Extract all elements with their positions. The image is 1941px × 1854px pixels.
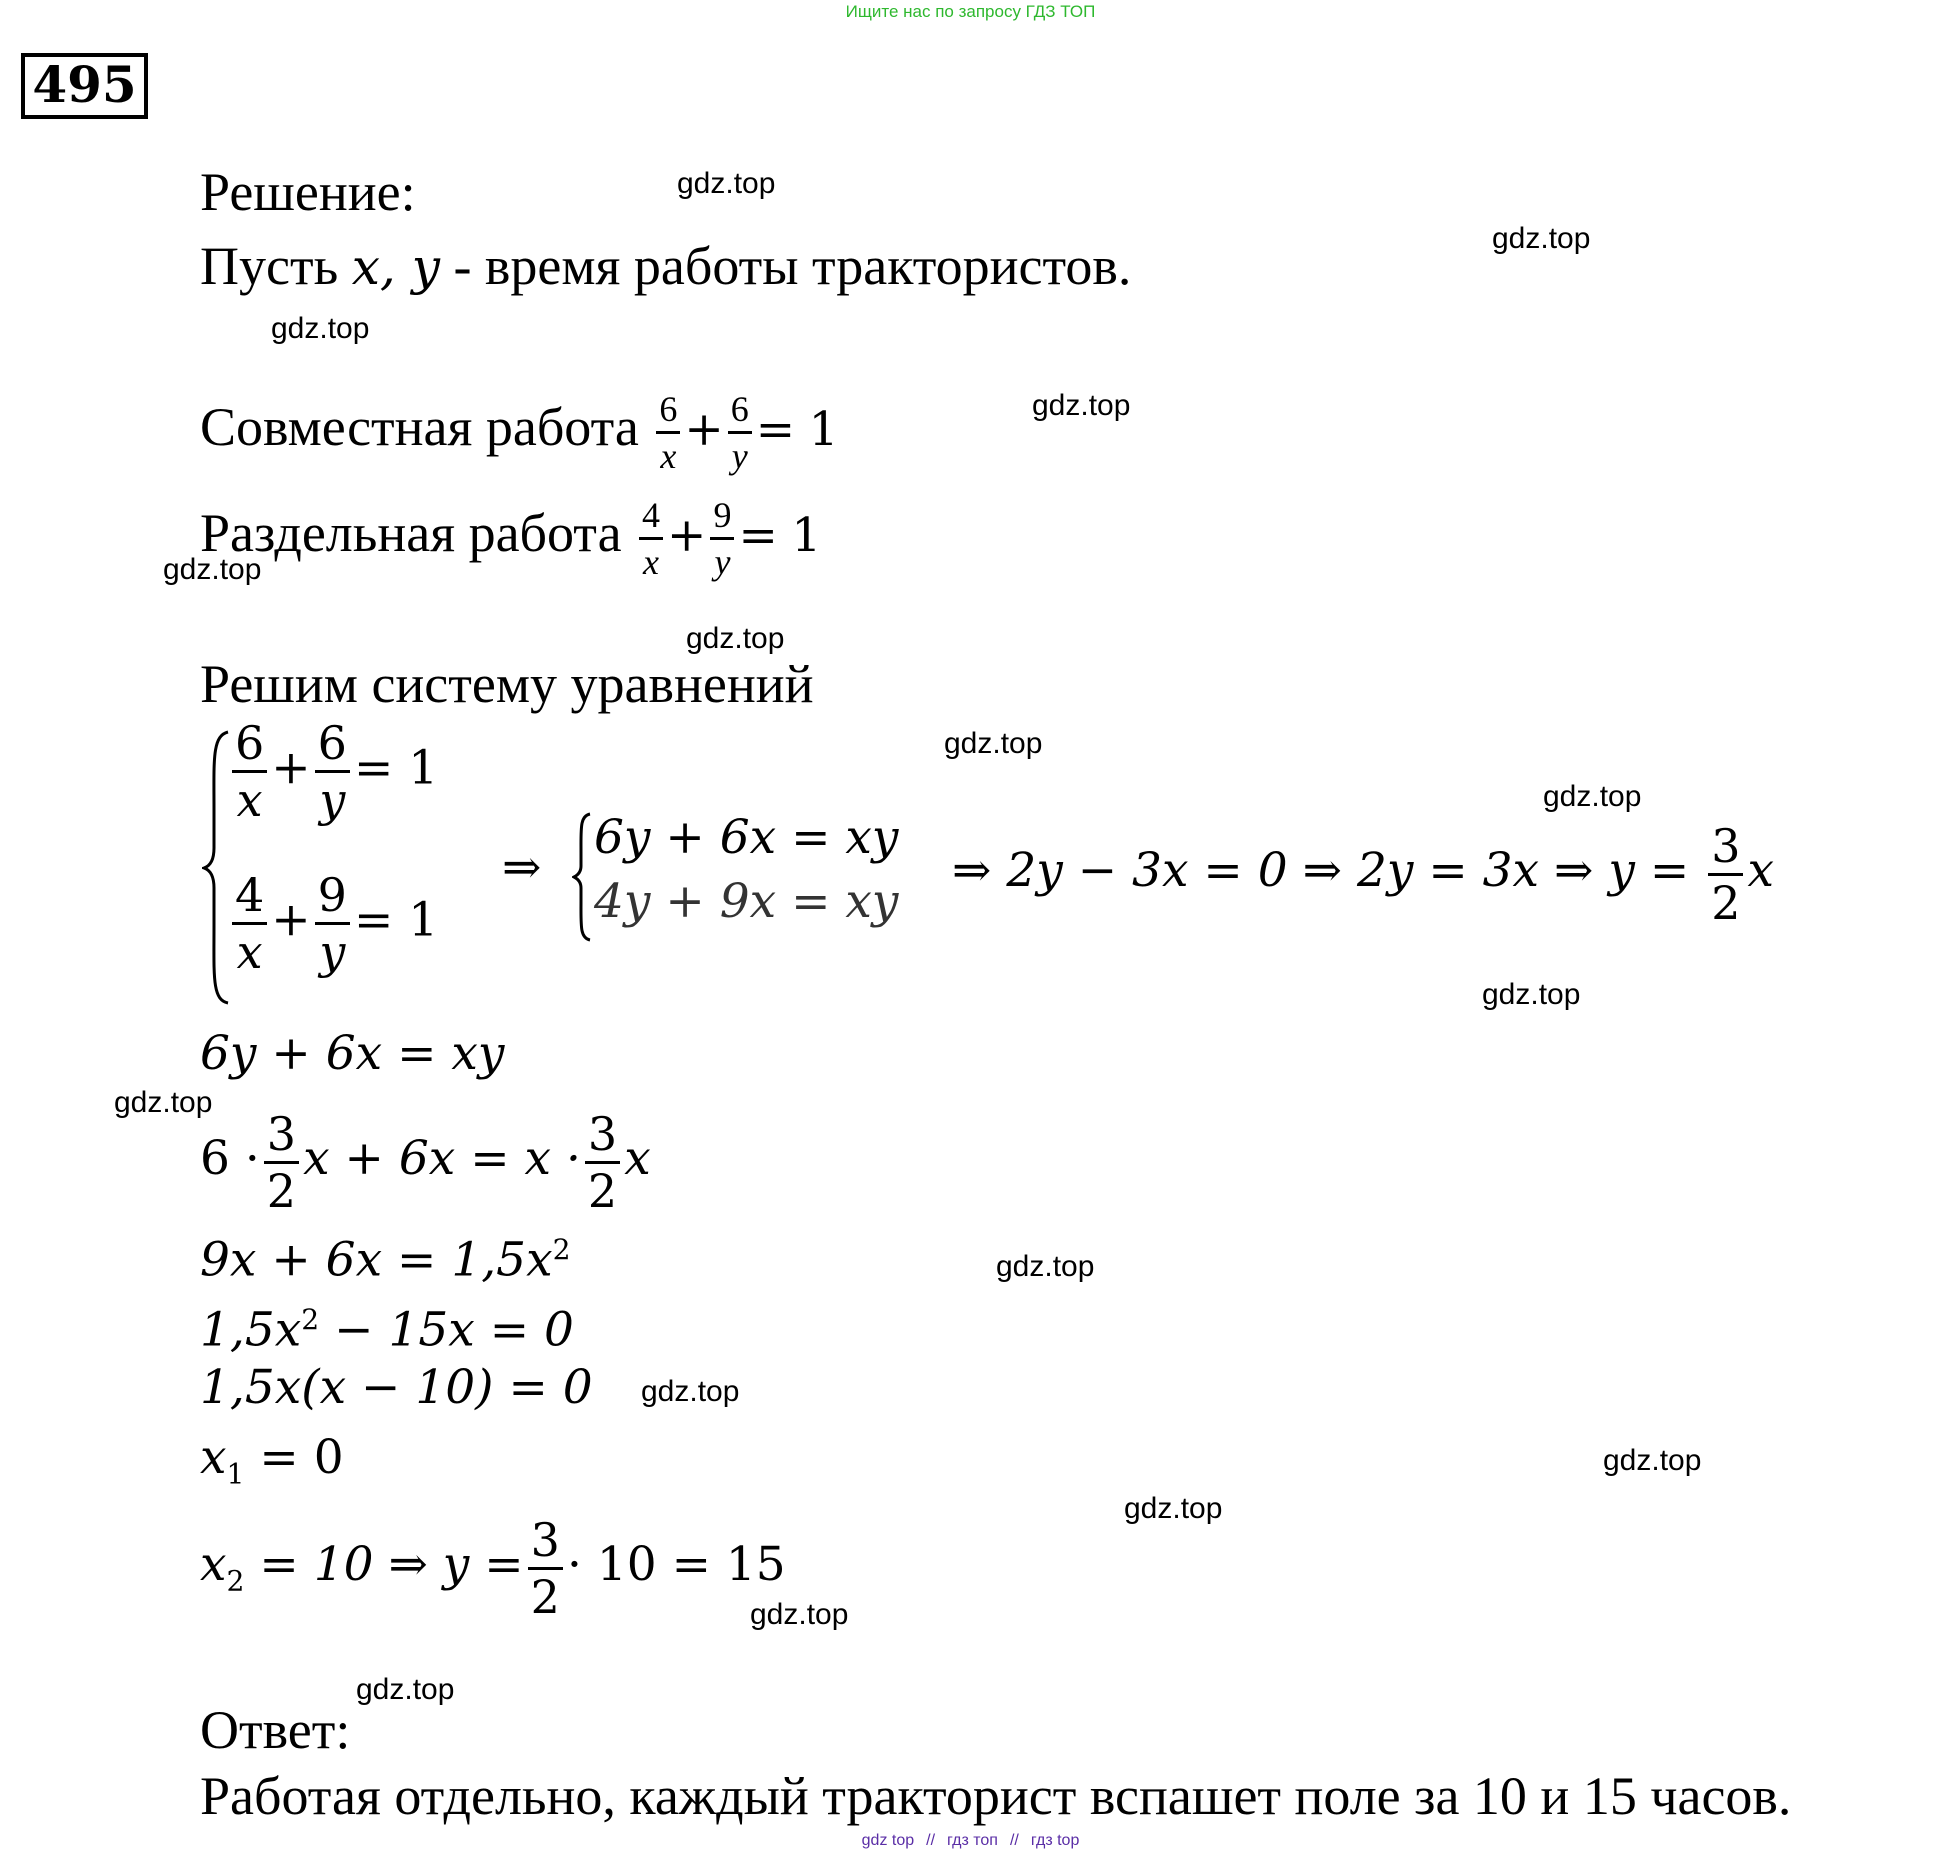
numerator: 9	[317, 868, 347, 922]
step-4: $1,5x^2 - 15x = 0$	[200, 1302, 574, 1358]
numerator: 6	[317, 716, 347, 770]
bottom-banner-part: gdz top	[861, 1832, 915, 1849]
fraction	[528, 1512, 563, 1624]
transformed-brace-icon	[572, 812, 592, 942]
equation-system	[200, 716, 1900, 1020]
fraction	[232, 868, 267, 979]
rhs-one: 1	[408, 740, 439, 796]
problem-number: 495	[21, 53, 148, 119]
denominator: x	[232, 770, 267, 823]
separator: //	[1009, 1832, 1019, 1849]
numerator: 3	[266, 1106, 297, 1161]
implies-arrow: ⇒	[1302, 843, 1342, 898]
let-line	[200, 236, 1131, 297]
rhs-one: 1	[408, 892, 439, 948]
watermark: gdz.top	[1124, 1492, 1223, 1525]
denominator: 2	[528, 1567, 563, 1620]
plus-sign: +	[684, 402, 724, 457]
fraction	[710, 495, 734, 583]
equals-sign: =	[755, 402, 796, 457]
numerator: 3	[1711, 818, 1741, 873]
watermark: gdz.top	[356, 1673, 455, 1706]
denominator: x	[656, 431, 680, 474]
rhs-one: 1	[808, 402, 839, 457]
plus-sign: +	[271, 740, 311, 796]
bottom-banner-part: гдз топ	[947, 1832, 998, 1849]
system-eq2	[228, 868, 439, 979]
denominator: 2	[1708, 873, 1743, 926]
step-1: 6y + 6x = xy	[200, 1026, 505, 1081]
derivation-chain	[952, 806, 1774, 936]
transformed-eq1: 6y + 6x = xy	[594, 810, 899, 865]
root-2: $x_2 = 10$ ⇒ y = $\frac{3}{2}$ · 10 = 15	[200, 1512, 786, 1624]
fraction	[315, 716, 350, 827]
answer-text: Работая отдельно, каждый тракторист вспашет поле за 10 и 15 часов.	[200, 1766, 1792, 1826]
chain-x: x	[1747, 843, 1774, 898]
equals-sign: =	[353, 740, 394, 796]
step-2: 6 · $\frac{3}{2}$ x + 6x = x · $\frac{3}{2}$ x	[200, 1106, 651, 1218]
plus-sign: +	[667, 508, 707, 563]
fraction	[315, 868, 350, 979]
denominator: y	[728, 431, 752, 474]
let-vars: x, y	[351, 238, 440, 296]
system-label: Решим систему уравнений	[200, 654, 814, 714]
denominator: y	[315, 922, 350, 975]
watermark: gdz.top	[1032, 389, 1131, 422]
numerator: 3	[530, 1512, 560, 1567]
separator: //	[926, 1832, 936, 1849]
implies-arrow: ⇒	[1554, 843, 1594, 898]
watermark: gdz.top	[996, 1250, 1095, 1283]
fraction	[585, 1106, 620, 1218]
watermark: gdz.top	[163, 553, 262, 586]
watermark: gdz.top	[944, 727, 1043, 760]
rhs-one: 1	[791, 508, 822, 563]
system-eq1	[228, 716, 439, 827]
fraction	[232, 716, 267, 827]
equals-sign: =	[353, 892, 394, 948]
numerator: 4	[642, 495, 661, 536]
watermark: gdz.top	[686, 622, 785, 655]
bottom-banner	[0, 1832, 1941, 1850]
exponent: 2	[552, 1233, 571, 1266]
separate-work-line	[200, 478, 821, 588]
chain-step-2: 2y = 3x	[1356, 843, 1540, 898]
transformed-eq2: 4y + 9x = xy	[594, 874, 899, 929]
subscript: 2	[226, 1564, 245, 1598]
joint-work-line	[200, 372, 839, 482]
denominator: x	[232, 922, 267, 975]
joint-label: Совместная работа	[200, 397, 639, 457]
answer-heading: Ответ:	[200, 1700, 351, 1760]
let-prefix: Пусть	[200, 236, 352, 296]
step-3: $9x + 6x = 1,5x^2$	[200, 1232, 571, 1288]
numerator: 9	[713, 495, 732, 536]
root-1: $x_1 = 0$	[200, 1430, 344, 1491]
implies-arrow: ⇒	[952, 843, 992, 898]
watermark: gdz.top	[271, 312, 370, 345]
denominator: x	[639, 537, 663, 580]
top-banner: Ищите нас по запросу ГДЗ ТОП	[845, 2, 1096, 21]
watermark: gdz.top	[677, 167, 776, 200]
solution-heading: Решение:	[200, 162, 416, 222]
numerator: 6	[730, 389, 749, 430]
numerator: 3	[587, 1106, 618, 1161]
implies-arrow: ⇒	[502, 840, 542, 895]
numerator: 4	[235, 868, 265, 922]
separate-label: Раздельная работа	[200, 503, 622, 563]
plus-sign: +	[271, 892, 311, 948]
numerator: 6	[659, 389, 678, 430]
denominator: 2	[585, 1161, 620, 1214]
denominator: y	[710, 537, 734, 580]
watermark: gdz.top	[750, 1598, 849, 1631]
system-brace-icon	[202, 730, 230, 1005]
subscript: 1	[226, 1457, 245, 1491]
numerator: 6	[235, 716, 265, 770]
chain-step-3: y =	[1608, 843, 1690, 898]
denominator: 2	[264, 1161, 299, 1214]
step-5: 1,5x(x − 10) = 0	[200, 1360, 593, 1415]
watermark: gdz.top	[1603, 1444, 1702, 1477]
equals-sign: =	[738, 508, 778, 563]
fraction	[639, 495, 663, 583]
watermark: gdz.top	[114, 1086, 213, 1119]
fraction	[656, 389, 680, 477]
let-suffix: - время работы трактористов.	[439, 236, 1132, 296]
denominator: y	[315, 770, 350, 823]
bottom-banner-part: гдз top	[1030, 1832, 1080, 1849]
fraction	[264, 1106, 299, 1218]
watermark: gdz.top	[1482, 978, 1581, 1011]
watermark: gdz.top	[1492, 222, 1591, 255]
watermark: gdz.top	[1543, 780, 1642, 813]
chain-step-1: 2y − 3x = 0	[1006, 843, 1288, 898]
fraction	[1708, 818, 1743, 930]
exponent: 2	[301, 1303, 320, 1336]
watermark: gdz.top	[641, 1375, 740, 1408]
fraction	[728, 389, 752, 477]
